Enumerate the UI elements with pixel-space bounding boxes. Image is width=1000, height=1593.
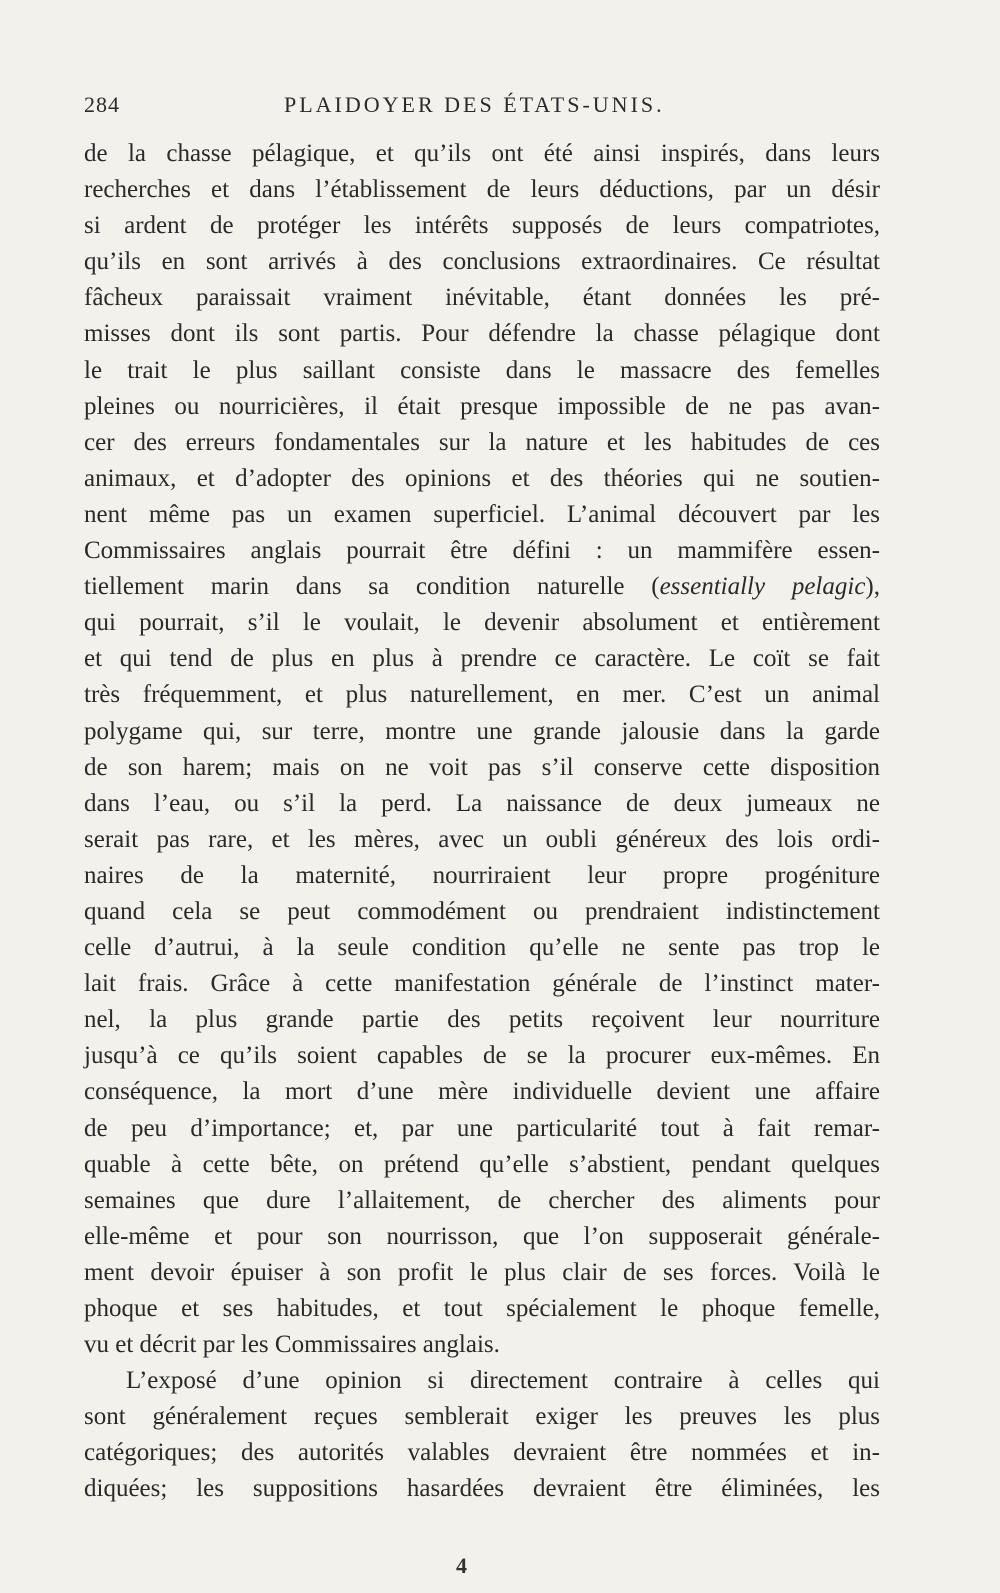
text-line: conséquence, la mort d’une mère individuelle devient une affaire: [84, 1078, 880, 1106]
text-line: de peu d’importance; et, par une particularité tout à fait remar-: [84, 1114, 880, 1142]
text-line: misses dont ils sont partis. Pour défendre la chasse pélagique dont: [84, 320, 880, 348]
paragraph-last-line: vu et décrit par les Commissaires anglais.: [84, 1331, 500, 1359]
text-line-with-italic: [84, 569, 880, 605]
text-line: catégoriques; des autorités valables devraient être nommées et in-: [84, 1439, 880, 1467]
text-line: polygame qui, sur terre, montre une grande jalousie dans la garde: [84, 717, 880, 745]
text-line: de la chasse pélagique, et qu’ils ont été ainsi inspirés, dans leurs: [84, 140, 880, 167]
text-line: qui pourrait, s’il le voulait, le devenir absolument et entièrement: [84, 609, 880, 637]
page-header: [84, 92, 884, 128]
text-line: recherches et dans l’établissement de leurs déductions, par un désir: [84, 176, 880, 204]
text-line: semaines que dure l’allaitement, de chercher des aliments pour: [84, 1186, 880, 1214]
text-line: elle-même et pour son nourrisson, que l’on supposerait générale-: [84, 1222, 880, 1250]
running-title: PLAIDOYER DES ÉTATS-UNIS.: [284, 92, 665, 117]
text-line: le trait le plus saillant consiste dans le massacre des femelles: [84, 356, 880, 384]
text-line: celle d’autrui, à la seule condition qu’elle ne sente pas trop le: [84, 934, 880, 962]
text-line: phoque et ses habitudes, et tout spécialement le phoque femelle,: [84, 1295, 880, 1322]
text-line: ment devoir épuiser à son profit le plus clair de ses forces. Voilà le: [84, 1258, 880, 1286]
text-line: lait frais. Grâce à cette manifestation générale de l’instinct mater-: [84, 970, 880, 998]
text-line: de son harem; mais on ne voit pas s’il conserve cette disposition: [84, 753, 880, 781]
text-line: quable à cette bête, on prétend qu’elle s’abstient, pendant quelques: [84, 1150, 880, 1178]
text-line: nel, la plus grande partie des petits reçoivent leur nourriture: [84, 1006, 880, 1034]
text-segment: tiellement marin dans sa condition naturelle (: [84, 573, 660, 601]
text-line: quand cela se peut commodément ou prendraient indistinctement: [84, 897, 880, 925]
text-line: nent même pas un examen superficiel. L’animal découvert par les: [84, 500, 880, 528]
text-line: diquées; les suppositions hasardées devraient être éliminées, les: [84, 1475, 880, 1503]
text-line: naires de la maternité, nourriraient leur propre progéniture: [84, 861, 880, 889]
text-line: jusqu’à ce qu’ils soient capables de se la procurer eux-mêmes. En: [84, 1042, 880, 1070]
text-line: très fréquemment, et plus naturellement, en mer. C’est un animal: [84, 681, 880, 709]
text-line: Commissaires anglais pourrait être défini : un mammifère essen-: [84, 537, 880, 565]
text-line: sont généralement reçues semblerait exiger les preuves les plus: [84, 1403, 880, 1431]
text-line: dans l’eau, ou s’il la perd. La naissance de deux jumeaux ne: [84, 789, 880, 817]
signature-mark: 4: [456, 1553, 467, 1578]
text-line: animaux, et d’adopter des opinions et des théories qui ne soutien-: [84, 464, 880, 492]
text-line: et qui tend de plus en plus à prendre ce caractère. Le coït se fait: [84, 645, 880, 673]
text-line: serait pas rare, et les mères, avec un oubli généreux des lois ordi-: [84, 825, 880, 853]
page-number: 284: [84, 92, 120, 117]
text-line: pleines ou nourricières, il était presque impossible de ne pas avan-: [84, 392, 880, 420]
body-text: [84, 136, 880, 1508]
italic-phrase: essentially pelagic: [659, 573, 866, 601]
text-line: qu’ils en sont arrivés à des conclusions extraordinaires. Ce résultat: [84, 248, 880, 276]
paragraph-first-line: L’exposé d’une opinion si directement contraire à celles qui: [126, 1367, 880, 1395]
text-line: si ardent de protéger les intérêts supposés de leurs compatriotes,: [84, 212, 880, 240]
text-line: cer des erreurs fondamentales sur la nature et les habitudes de ces: [84, 428, 880, 456]
text-segment: ),: [865, 573, 880, 601]
text-line: fâcheux paraissait vraiment inévitable, étant données les pré-: [84, 284, 880, 312]
